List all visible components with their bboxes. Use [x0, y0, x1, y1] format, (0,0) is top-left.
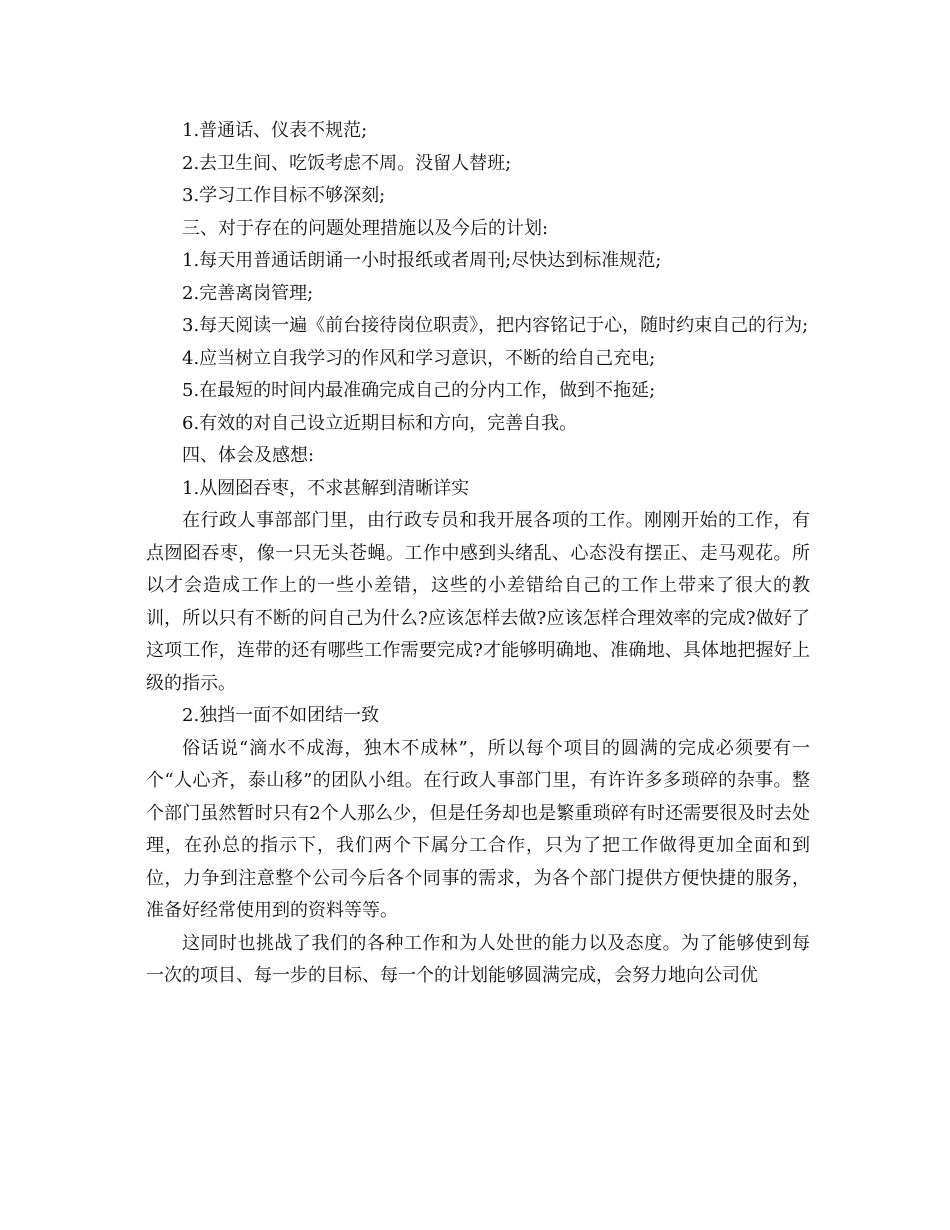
list-item-work-goals: 3.学习工作目标不够深刻;	[182, 185, 386, 206]
list-item-set-goals: 6.有效的对自己设立近期目标和方向，完善自我。	[182, 412, 578, 434]
body-paragraph-challenge: 这同时也挑战了我们的各种工作和为人处世的能力以及态度。为了能够使到每一次的项目、每一步的目标、每一个的计划能够圆满完成，会努力地向公司优	[146, 932, 810, 986]
list-item-leave-management: 2.完善离岗管理;	[182, 282, 314, 304]
body-paragraph-team: 俗话说“滴水不成海，独木不成林”，所以每个项目的圆满的完成必须要有一个“人心齐，泰山移”的团队小组。在行政人事部门里，有许许多多琐碎的杂事。整个部门虽然暂时只有2个人那么少，但是任务却也是繁重琐碎有时还需要很及时去处理，在孙总的指示下，我们两个下属分工合作，只为了把工作做得更加全面和到位，力争到注意整个公司今后各个同事的需求，为各个部门提供方便快捷的服务，准备好经常使用到的资料等等。	[146, 737, 810, 921]
list-item-read-newspaper: 1.每天用普通话朗诵一小时报纸或者周刊;尽快达到标准规范;	[182, 250, 662, 271]
subheading-clear-detailed: 1.从囫囵吞枣，不求甚解到清晰详实	[182, 477, 470, 499]
body-paragraph-admin-work: 在行政人事部部门里，由行政专员和我开展各项的工作。刚刚开始的工作，有点囫囵吞枣，像一只无头苍蝇。工作中感到头绪乱、心态没有摆正、走马观花。所以才会造成工作上的一些小差错，这些的小差错给自己的工作上带来了很大的教训，所以只有不断的问自己为什么?应该怎样去做?应该怎样合理效率的完成?做好了这项工作，连带的还有哪些工作需要完成?才能够明确地、准确地、具体地把握好上级的指示。	[146, 510, 810, 694]
list-item-no-delay: 5.在最短的时间内最准确完成自己的分内工作，做到不拖延;	[182, 380, 656, 401]
section-heading-measures-plan: 三、对于存在的问题处理措施以及今后的计划:	[182, 217, 549, 239]
section-heading-reflections: 四、体会及感想:	[182, 445, 315, 466]
list-item-self-learning: 4.应当树立自我学习的作风和学习意识，不断的给自己充电;	[182, 347, 656, 369]
list-item-read-duties: 3.每天阅读一遍《前台接待岗位职责》，把内容铭记于心，随时约束自己的行为;	[182, 315, 809, 336]
list-item-mandarin-appearance: 1.普通话、仪表不规范;	[182, 120, 368, 141]
subheading-teamwork: 2.独挡一面不如团结一致	[182, 705, 380, 726]
document-body	[146, 115, 810, 993]
list-item-restroom-meal: 2.去卫生间、吃饭考虑不周。没留人替班;	[182, 152, 512, 174]
